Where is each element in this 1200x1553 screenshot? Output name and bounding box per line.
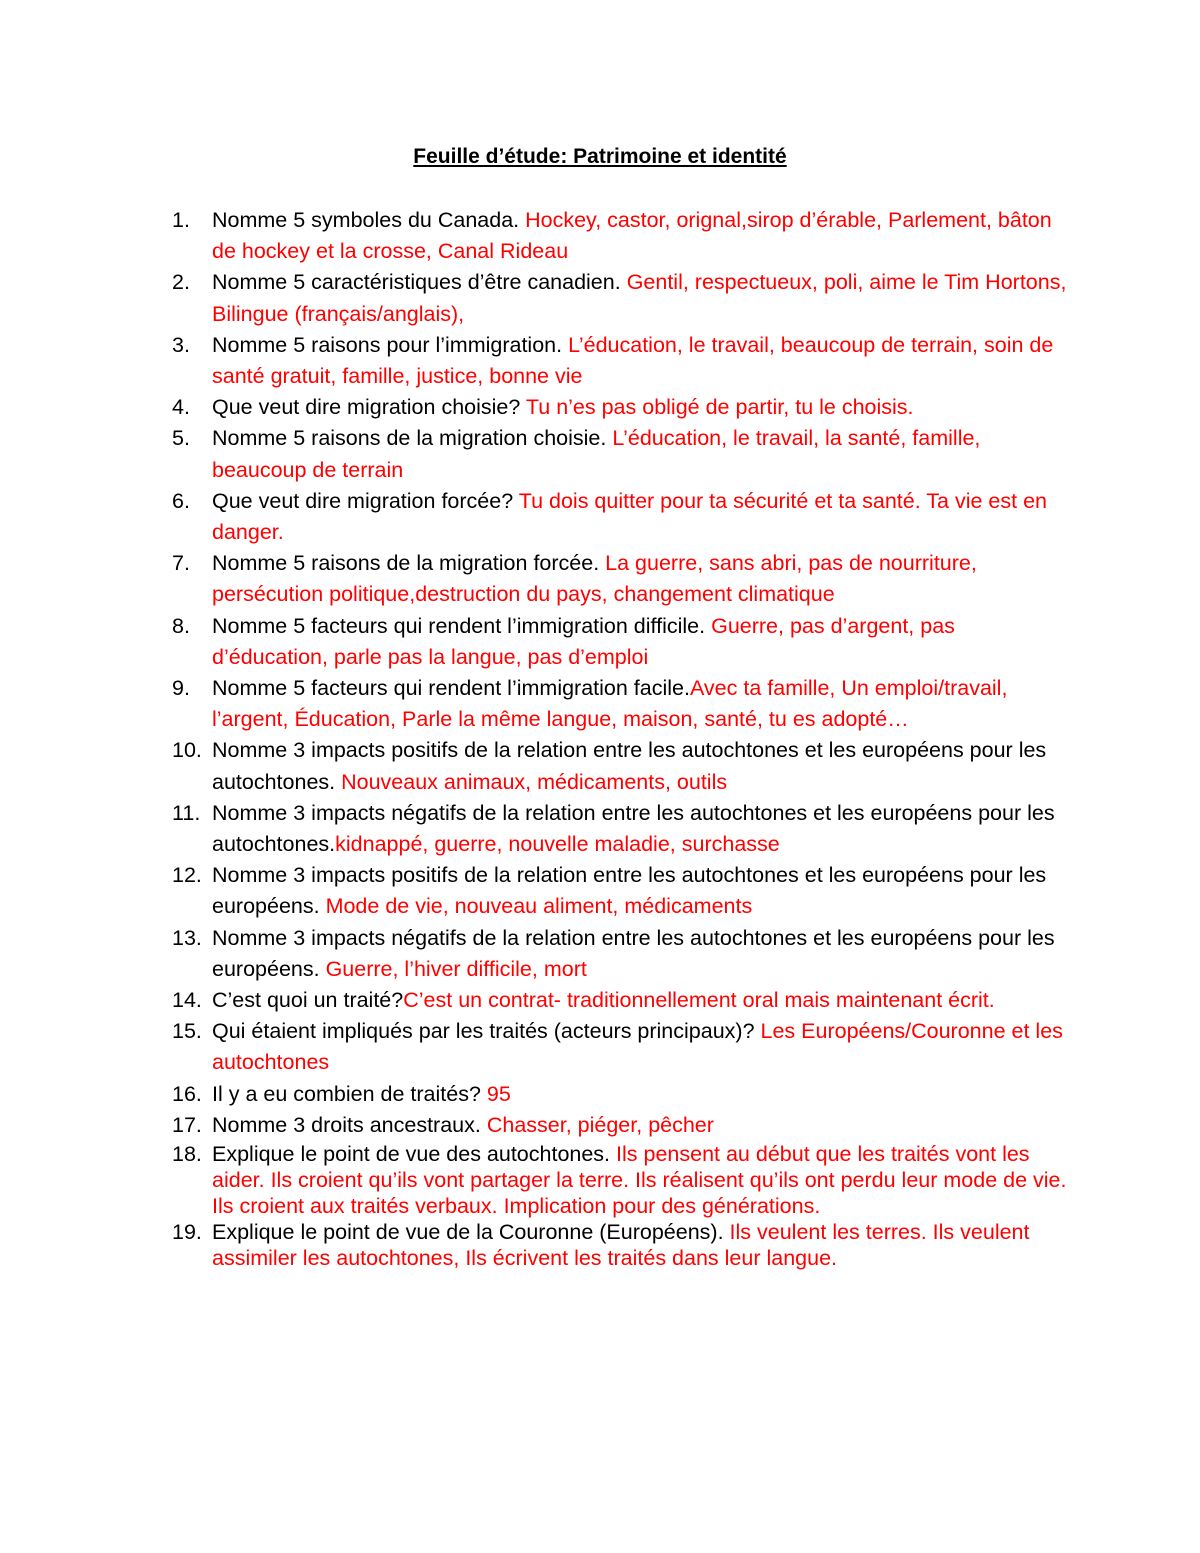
item-number: 13.	[172, 925, 202, 950]
list-item	[172, 798, 1072, 860]
item-number: 10.	[172, 738, 202, 763]
item-number: 5.	[172, 426, 190, 451]
answer-text: Nouveaux animaux, médicaments, outils	[341, 769, 728, 794]
list-item	[172, 392, 1072, 423]
item-number: 16.	[172, 1081, 202, 1106]
question-text: Nomme 5 raisons de la migration forcée.	[212, 551, 606, 576]
list-item	[172, 985, 1072, 1016]
list-item	[172, 923, 1072, 985]
answer-text: Avec ta famille, Un emploi/travail, l’argent, Éducation, Parle la même langue, maison, santé, tu es adopté…	[212, 676, 1008, 732]
list-item	[172, 1016, 1072, 1078]
item-number: 2.	[172, 270, 190, 295]
list-item	[172, 423, 1072, 485]
answer-text: Tu n’es pas obligé de partir, tu le choisis.	[525, 395, 914, 420]
answer-text: Chasser, piéger, pêcher	[486, 1112, 714, 1137]
item-number: 8.	[172, 613, 190, 638]
list-item	[172, 735, 1072, 797]
answer-text: Ils veulent les terres. Ils veulent assimiler les autochtones, Ils écrivent les traités dans leur langue.	[212, 1220, 1030, 1271]
question-text: C’est quoi un traité?	[212, 988, 404, 1013]
list-item	[172, 1219, 1072, 1271]
question-text: Nomme 5 facteurs qui rendent l’immigration facile.	[212, 676, 690, 701]
question-text: Explique le point de vue des autochtones.	[212, 1142, 617, 1167]
question-text: Nomme 3 impacts négatifs de la relation entre les autochtones et les européens pour les autochtones.	[212, 800, 1055, 857]
list-item	[172, 860, 1072, 922]
item-number: 14.	[172, 988, 202, 1013]
question-text: Que veut dire migration forcée?	[212, 488, 519, 513]
item-number: 9.	[172, 676, 190, 701]
item-number: 17.	[172, 1112, 202, 1137]
question-text: Nomme 3 impacts positifs de la relation entre les autochtones et les européens pour les autochtones.	[212, 738, 1047, 794]
answer-text: C’est un contrat- traditionnellement oral mais maintenant écrit.	[403, 988, 995, 1013]
question-text: Nomme 3 droits ancestraux.	[212, 1112, 487, 1137]
list-item	[172, 1079, 1072, 1110]
item-number: 11.	[172, 800, 201, 825]
answer-text: Gentil, respectueux, poli, aime le Tim Hortons, Bilingue (français/anglais),	[212, 270, 1067, 326]
question-text: Explique le point de vue de la Couronne (Européens).	[212, 1220, 730, 1245]
question-text: Nomme 5 symboles du Canada.	[212, 208, 526, 232]
item-number: 19.	[172, 1220, 202, 1245]
list-item	[172, 673, 1072, 735]
list-item	[172, 486, 1072, 548]
answer-text: Hockey, castor, orignal,sirop d’érable, Parlement, bâton de hockey et la crosse, Canal Rideau	[212, 208, 1052, 264]
answer-text: 95	[486, 1081, 511, 1106]
question-text: Nomme 3 impacts négatifs de la relation entre les autochtones et les européens pour les européens.	[212, 925, 1055, 981]
item-number: 7.	[172, 551, 190, 576]
item-number: 12.	[172, 863, 202, 888]
item-number: 3.	[172, 332, 190, 357]
answer-text: Mode de vie, nouveau aliment, médicaments	[325, 894, 753, 919]
answer-text: Guerre, pas d’argent, pas d’éducation, parle pas la langue, pas d’emploi	[212, 613, 955, 669]
list-item	[172, 611, 1072, 673]
item-number: 4.	[172, 395, 190, 420]
answer-text: Ils pensent au début que les traités vont les aider. Ils croient qu’ils vont partager la terre. Ils réalisent qu’ils ont perdu leur mode de vie. Ils croient aux traités verbaux. Implication pour des générations.	[212, 1142, 1067, 1219]
question-text: Nomme 3 impacts positifs de la relation entre les autochtones et les européens pour les européens.	[212, 863, 1047, 919]
list-item	[172, 267, 1072, 329]
item-number: 1.	[172, 208, 190, 232]
question-text: Qui étaient impliqués par les traités (acteurs principaux)?	[212, 1019, 761, 1044]
list-item	[172, 1110, 1072, 1141]
list-item	[172, 548, 1072, 610]
item-number: 6.	[172, 488, 190, 513]
list-item	[172, 330, 1072, 392]
answer-text: La guerre, sans abri, pas de nourriture, persécution politique,destruction du pays, changement climatique	[212, 551, 977, 607]
answer-text: Tu dois quitter pour ta sécurité et ta santé. Ta vie est en danger.	[212, 488, 1047, 545]
item-number: 18.	[172, 1142, 202, 1167]
answer-text: L’éducation, le travail, la santé, famille, beaucoup de terrain	[212, 426, 981, 482]
list-item	[172, 205, 1072, 267]
question-text: Nomme 5 raisons de la migration choisie.	[212, 426, 613, 451]
question-text: Nomme 5 facteurs qui rendent l’immigration difficile.	[212, 613, 712, 638]
answer-text: L’éducation, le travail, beaucoup de terrain, soin de santé gratuit, famille, justice, bonne vie	[212, 332, 1054, 389]
question-list	[172, 205, 1072, 1271]
list-item	[172, 1141, 1072, 1219]
question-text: Il y a eu combien de traités?	[212, 1081, 487, 1106]
document-title: Feuille d’étude: Patrimoine et identité	[413, 145, 787, 168]
answer-text: Guerre, l’hiver difficile, mort	[325, 956, 587, 981]
item-number: 15.	[172, 1019, 202, 1044]
answer-text: kidnappé, guerre, nouvelle maladie, surchasse	[335, 832, 780, 857]
question-text: Nomme 5 caractéristiques d’être canadien.	[212, 270, 627, 295]
question-text: Nomme 5 raisons pour l’immigration.	[212, 332, 569, 357]
answer-text: Les Européens/Couronne et les autochtones	[212, 1019, 1063, 1075]
question-text: Que veut dire migration choisie?	[212, 395, 526, 420]
